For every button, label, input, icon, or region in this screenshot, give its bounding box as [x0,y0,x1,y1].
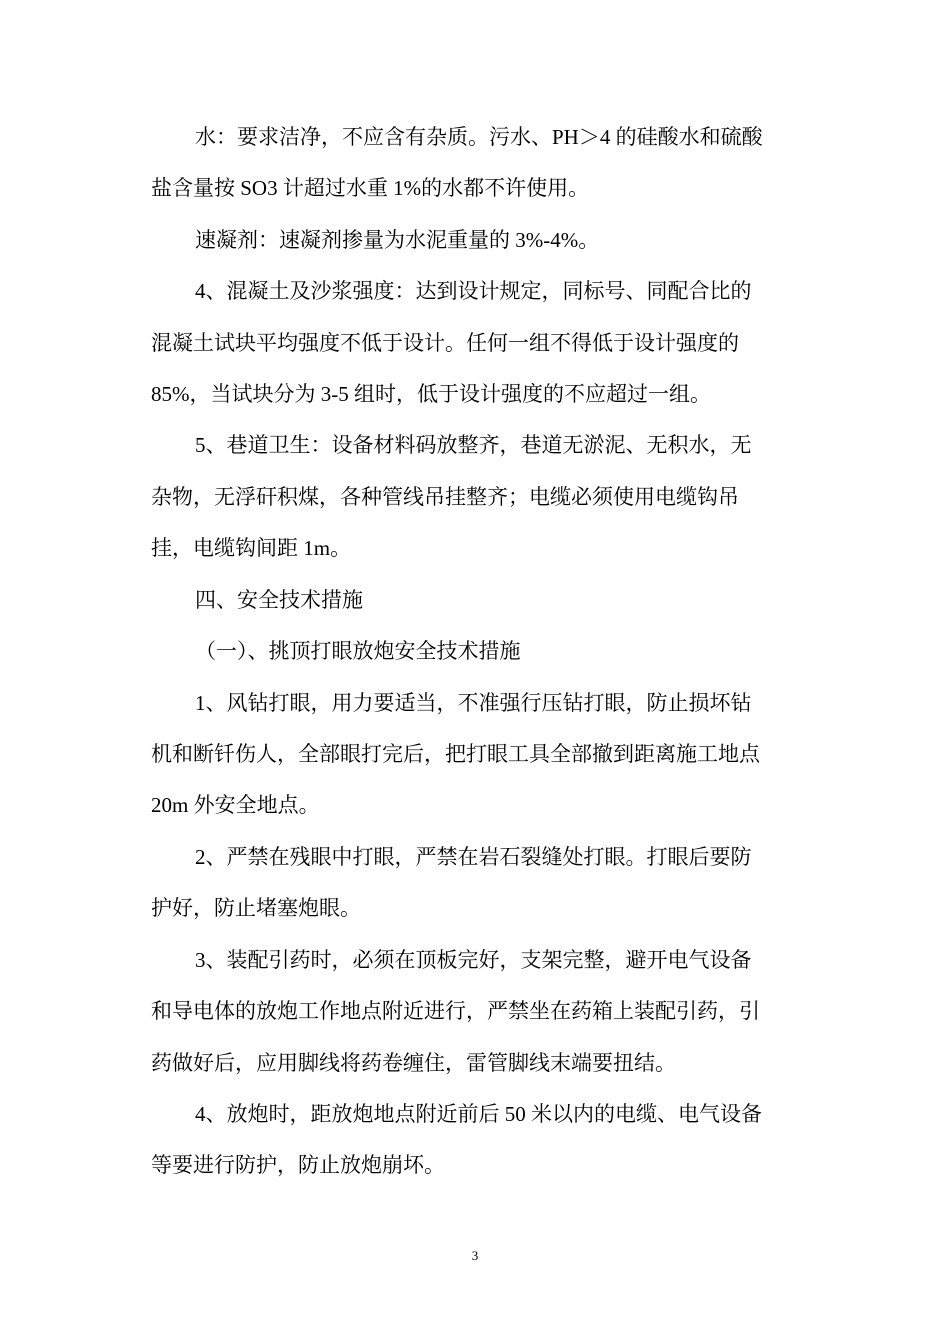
paragraph-7-line-1 [0,688,950,718]
paragraph-3-line-1 [0,276,950,306]
text-line: 4、放炮时，距放炮地点附近前后 50 米以内的电缆、电气设备 [195,1102,762,1126]
paragraph-4-line-1 [0,430,950,460]
section-heading [0,585,950,615]
text-line: 20m 外安全地点。 [151,793,320,817]
text-line: 5、巷道卫生：设备材料码放整齐，巷道无淤泥、无积水，无 [195,433,752,457]
text-line: 混凝土试块平均强度不低于设计。任何一组不得低于设计强度的 [151,331,739,355]
text-line: 水：要求洁净，不应含有杂质。污水、PH＞4 的硅酸水和硫酸 [195,125,763,149]
paragraph-4-line-3 [0,533,950,563]
text-line: 盐含量按 SO3 计超过水重 1%的水都不许使用。 [151,176,590,200]
paragraph-3-line-3 [0,379,950,409]
text-line: 药做好后，应用脚线将药卷缠住，雷管脚线末端要扭结。 [151,1051,676,1075]
text-line: 等要进行防护，防止放炮崩坏。 [151,1153,445,1177]
paragraph-9-line-2 [0,996,950,1026]
text-line: 1、风钻打眼，用力要适当，不准强行压钻打眼，防止损坏钻 [195,691,752,715]
paragraph-4-line-2 [0,482,950,512]
heading-text: （一）、挑顶打眼放炮安全技术措施 [195,639,521,663]
paragraph-7-line-3 [0,790,950,820]
paragraph-10-line-2 [0,1150,950,1180]
text-line: 机和断钎伤人，全部眼打完后，把打眼工具全部撤到距离施工地点 [151,742,760,766]
paragraph-2-line-1 [0,225,950,255]
text-line: 4、混凝土及沙浆强度：达到设计规定，同标号、同配合比的 [195,279,752,303]
page-number: 3 [471,1248,479,1263]
text-line: 挂，电缆钩间距 1m。 [151,536,352,560]
text-line: 85%，当试块分为 3-5 组时，低于设计强度的不应超过一组。 [151,382,711,406]
paragraph-10-line-1 [0,1099,950,1129]
paragraph-3-line-2 [0,328,950,358]
text-line: 护好，防止堵塞炮眼。 [151,896,361,920]
paragraph-1-line-2 [0,173,950,203]
paragraph-7-line-2 [0,739,950,769]
text-line: 速凝剂：速凝剂掺量为水泥重量的 3%-4%。 [195,228,600,252]
subsection-heading [0,636,950,666]
text-line: 杂物，无浮矸积煤，各种管线吊挂整齐；电缆必须使用电缆钩吊 [151,485,739,509]
text-line: 和导电体的放炮工作地点附近进行，严禁坐在药箱上装配引药，引 [151,999,760,1023]
heading-text: 四、安全技术措施 [195,588,363,612]
paragraph-8-line-2 [0,893,950,923]
paragraph-9-line-1 [0,945,950,975]
text-line: 2、严禁在残眼中打眼，严禁在岩石裂缝处打眼。打眼后要防 [195,845,752,869]
paragraph-8-line-1 [0,842,950,872]
paragraph-1-line-1 [0,122,950,152]
paragraph-9-line-3 [0,1048,950,1078]
text-line: 3、装配引药时，必须在顶板完好，支架完整，避开电气设备 [195,948,752,972]
